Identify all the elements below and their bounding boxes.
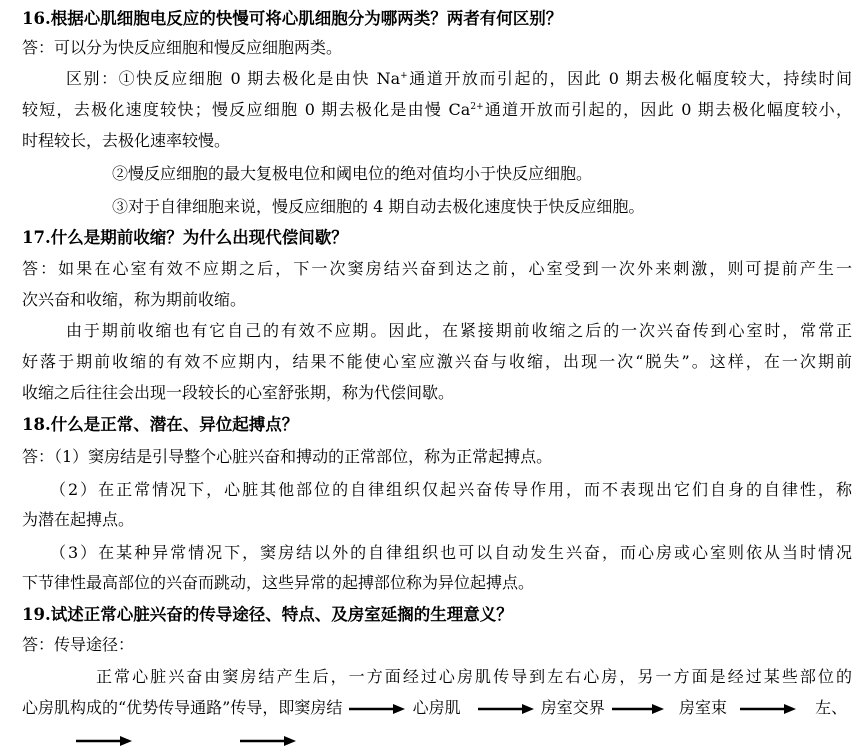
question-17-answer-line-2: 次兴奋和收缩，称为期前收缩。	[22, 290, 247, 309]
path-node-av-junction: 房室交界	[540, 698, 605, 717]
right-arrow-icon	[610, 702, 666, 716]
right-arrow-icon	[476, 702, 536, 716]
path-node-left-right: 左、	[815, 698, 848, 717]
q16-diff-text-a: 区别：①快反应细胞 0 期去极化是由快 Na	[66, 69, 401, 88]
question-17-para-line-1: 由于期前收缩也有它自己的有效不应期。因此，在紧接期前收缩之后的一次兴奋传到心室时，常常正	[66, 321, 852, 340]
conduction-path-line	[22, 697, 852, 719]
question-18-answer-2-line-2: 为潜在起搏点。	[22, 510, 135, 529]
right-arrow-icon	[238, 734, 298, 748]
question-17-title: 17.什么是期前收缩？为什么出现代偿间歇？	[22, 228, 348, 247]
question-17-para-line-2: 好落于期前收缩的有效不应期内，结果不能使心室应激兴奋与收缩，出现一次“脱失”。这样，在一次期前	[22, 352, 852, 371]
question-16-point-3: ③对于自律细胞来说，慢反应细胞的 4 期自动去极化速度快于快反应细胞。	[112, 197, 645, 216]
question-16-point-2: ②慢反应细胞的最大复极电位和阈电位的绝对值均小于快反应细胞。	[112, 164, 593, 183]
question-17-answer-line-1: 答：如果在心室有效不应期之后，下一次窦房结兴奋到达之前，心室受到一次外来刺激，则可提前产生一	[22, 259, 852, 278]
question-18-answer-2-line-1: （2）在正常情况下，心脏其他部位的自律组织仅起兴奋传导作用，而不表现出它们自身的自律性，称	[50, 480, 852, 499]
ca-superscript: 2+	[470, 102, 484, 112]
question-17-para-line-3: 收缩之后往往会出现一段较长的心室舒张期，称为代偿间歇。	[22, 383, 455, 402]
question-18-answer-3-line-2: 下节律性最高部位的兴奋而跳动，这些异常的起搏部位称为异位起搏点。	[22, 573, 535, 592]
q16-diff-text-b: 通道开放而引起的，因此 0 期去极化幅度较大，持续时间	[407, 69, 853, 88]
q16-diff-line2-a: 较短，去极化速度较快；慢反应细胞 0 期去极化是由慢 Ca	[22, 100, 471, 119]
question-16-difference-line-3: 时程较长，去极化速率较慢。	[22, 131, 231, 150]
question-16-answer: 答：可以分为快反应细胞和慢反应细胞两类。	[22, 38, 343, 57]
question-19-title: 19.试述正常心脏兴奋的传导途径、特点、及房室延搁的生理意义？	[22, 605, 513, 624]
question-16-difference-line-2	[22, 99, 852, 121]
na-superscript: +	[400, 71, 408, 81]
right-arrow-icon	[74, 734, 134, 748]
question-16-difference-line-1	[66, 68, 852, 90]
question-19-para-line-1: 正常心脏兴奋由窦房结产生后，一方面经过心房肌传导到左右心房，另一方面是经过某些部位的	[96, 667, 852, 686]
question-19-answer: 答：传导途径：	[22, 635, 135, 654]
path-node-av-bundle: 房室束	[678, 698, 727, 717]
question-18-title: 18.什么是正常、潜在、异位起搏点？	[22, 415, 299, 434]
conduction-path-prefix: 心房肌构成的“优势传导通路”传导，即窦房结	[22, 698, 343, 717]
path-node-atrial-muscle: 心房肌	[412, 698, 461, 717]
question-18-answer-3-line-1: （3）在某种异常情况下，窦房结以外的自律组织也可以自动发生兴奋，而心房或心室则依从当时情况	[50, 543, 852, 562]
question-18-answer-1: 答：（1）窦房结是引导整个心脏兴奋和搏动的正常部位，称为正常起搏点。	[22, 447, 553, 466]
q16-diff-line2-b: 通道开放而引起的，因此 0 期去极化幅度较小，	[483, 100, 852, 119]
right-arrow-icon	[347, 702, 407, 716]
question-16-title: 16.根据心肌细胞电反应的快慢可将心肌细胞分为哪两类？两者有何区别？	[22, 9, 563, 28]
right-arrow-icon	[738, 702, 798, 716]
